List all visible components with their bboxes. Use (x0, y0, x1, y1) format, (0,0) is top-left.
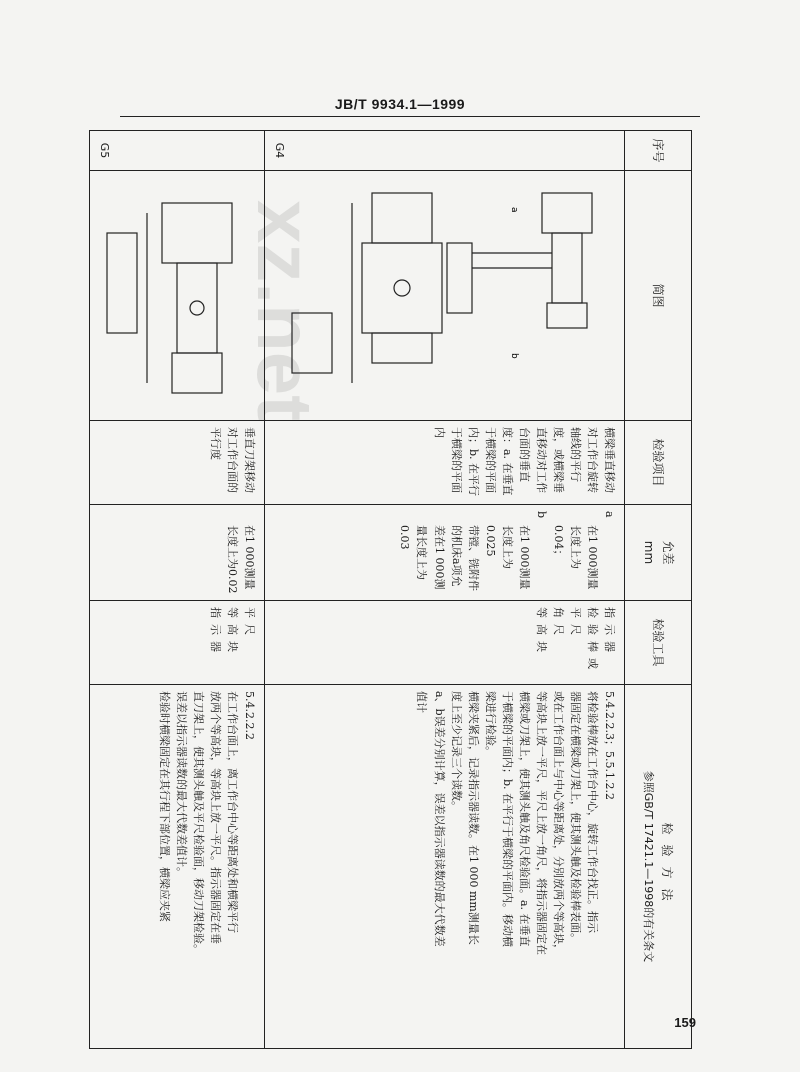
col-method (625, 685, 692, 1049)
method-line: 误差以指示器读数的最大代数差值计。 (174, 691, 188, 878)
tool-carriage-diagram-icon (92, 173, 262, 417)
col-method-sub: 参照GB/T 17421.1—1998的有关条文 (642, 770, 656, 963)
col-method-title: 检验方法 (659, 822, 674, 911)
col-tool: 检验工具 (625, 601, 692, 685)
tool-line: 指示器 (208, 607, 222, 658)
tolerance-line: b (534, 511, 548, 519)
tool-line: 检验棒或 (585, 607, 599, 675)
method-line: 将检验棒放在工作台中心，旋转工作台找正。指示 (585, 691, 599, 933)
col-seq: 序号 (625, 131, 692, 171)
method-line: 于横梁的平面内；b. 在平行于横梁的平面内。移动横 (500, 691, 514, 948)
method-line: 梁进行检验。 (483, 691, 497, 757)
col-item: 检验项目 (625, 421, 692, 505)
method-line: 直刀架上，使其测头触及平尺检验面，移动刀架检验。 (191, 691, 205, 955)
inspection-table (89, 130, 692, 1049)
tolerance-line: a (603, 511, 616, 518)
diagram-label-b: b (509, 353, 519, 359)
rotated-sheet (90, 130, 692, 1048)
row-seq: G5 (90, 131, 265, 171)
col-tolerance (625, 505, 692, 601)
method-line: 器固定在横梁或刀架上，使其测头触及检验棒表面。 (568, 691, 582, 944)
tool-line: 等高块 (225, 607, 239, 658)
row-tolerance (265, 505, 625, 601)
tool-line: 角尺 (551, 607, 565, 641)
row-item: 横梁垂直移动对工作台旋转轴线的平行度，或横梁垂直移动对工作台面的垂直度：a. 在垂直于横梁的平面内；b. 在平行于横梁的平面内 (265, 421, 625, 505)
tool-line: 等高块 (534, 607, 548, 658)
tolerance-line: 在1 000测量长度上为0.04； (551, 525, 599, 590)
method-line: 等高块上放一平尺，平尺上放一角尺，将指示器固定在 (534, 691, 548, 955)
method-line: 值计 (415, 691, 429, 713)
method-line: 放两个等高块，等高块上放一平尺。指示器固定在垂 (208, 691, 222, 944)
tolerance-line: 带镗、铣附件的机床a项允差在1 000测量长度上为0.03 (398, 525, 480, 591)
col-tolerance-unit: mm (642, 540, 656, 565)
method-line: 横梁夹紧后，记录指示器读数。在1 000 mm测量长 (466, 691, 480, 945)
lathe-diagram-icon (272, 173, 622, 417)
method-line: 5.4.2.2.2 (243, 691, 256, 740)
table-header-row (625, 131, 692, 1049)
page-number: 159 (674, 1015, 696, 1030)
tolerance-line: 在1 000测量长度上为0.025 (483, 525, 531, 590)
standard-header: JB/T 9934.1—1999 (334, 96, 466, 112)
col-tolerance-label: 允差 (660, 540, 675, 565)
row-tool (90, 601, 265, 685)
col-diagram: 简图 (625, 171, 692, 421)
tool-line: 平尺 (243, 607, 256, 641)
row-tolerance (90, 505, 265, 601)
table-row-g5 (90, 131, 265, 1049)
row-tool (265, 601, 625, 685)
row-item: 垂直刀架移动对工作台面的平行度 (90, 421, 265, 505)
watermark: xz.net (241, 200, 329, 422)
diagram-g4 (265, 171, 625, 421)
table-row-g4 (265, 131, 625, 1049)
tolerance-line: 在1 000测量长度上为0.02 (225, 525, 256, 594)
row-seq: G4 (265, 131, 625, 171)
method-line: 5.4.2.2.3；5.5.1.2.2 (603, 691, 616, 800)
row-method (90, 685, 265, 1049)
header-rule (120, 116, 700, 117)
method-line: 检验时横梁固定在其行程下部位置，横梁应夹紧 (157, 691, 171, 922)
diagram-label-a: a (509, 207, 519, 213)
inspection-table-wrapper (90, 130, 692, 1048)
tool-line: 指示器 (603, 607, 616, 658)
method-line: 横梁或刀架上，使其测头触及角尺检验面。a. 在垂直 (517, 691, 531, 947)
tool-line: 平尺 (568, 607, 582, 641)
method-line: 度上至少记录三个读数。 (449, 691, 463, 812)
method-line: 或在工作台面上与中心等距离处，分别放两个等高块， (551, 691, 565, 955)
row-method (265, 685, 625, 1049)
diagram-g5 (90, 171, 265, 421)
method-line: a、b误差分别计算，误差以指示器读数的最大代数差 (432, 691, 446, 947)
method-line: 在工作台面上，离工作台中心等距离处和横梁平行 (225, 691, 239, 933)
